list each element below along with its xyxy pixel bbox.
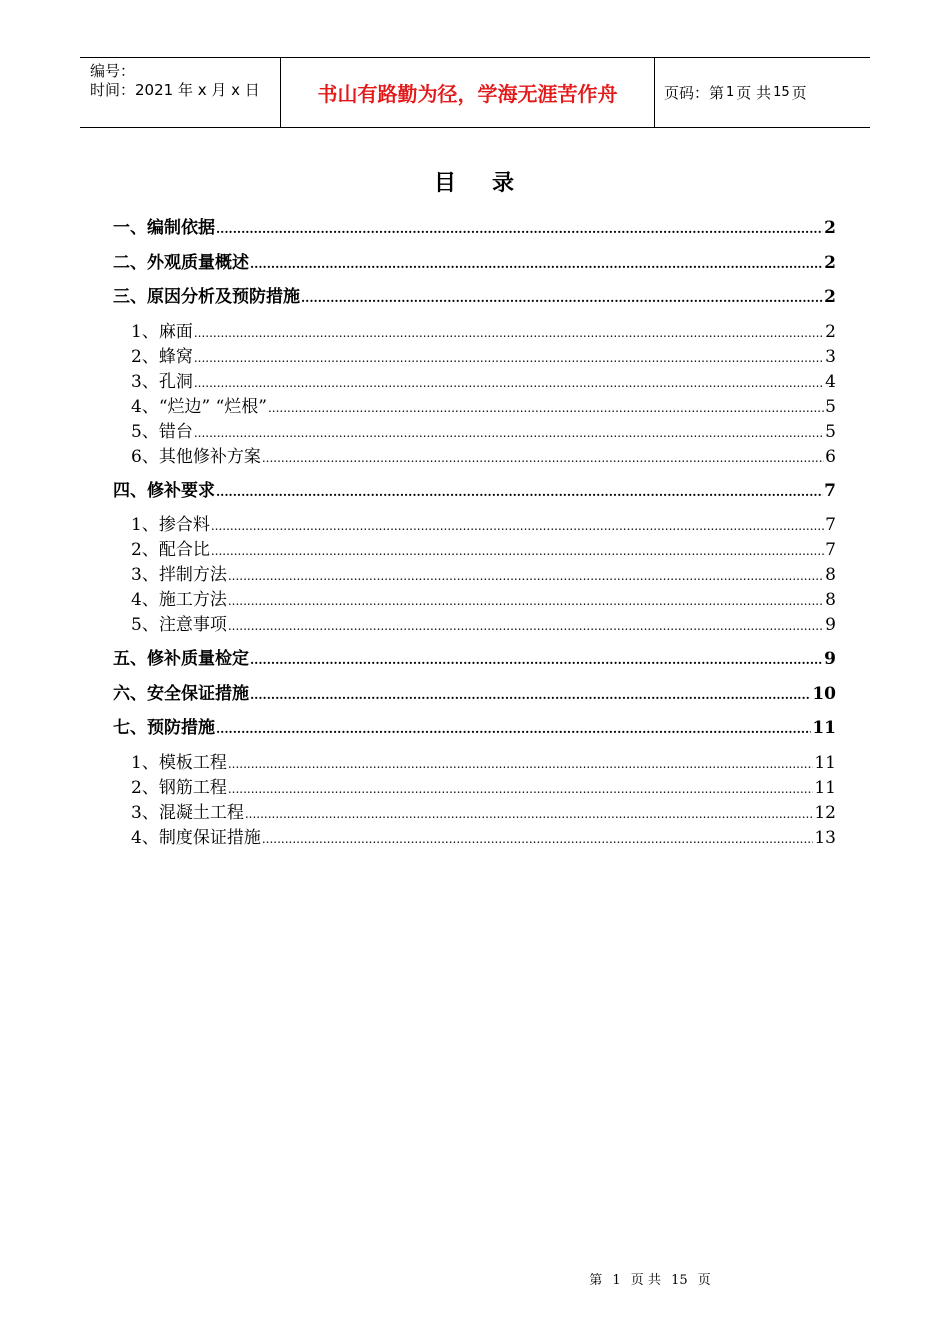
toc-dot-leader [268,400,824,414]
toc-entry-page: 2 [824,218,836,238]
toc-entry-label: 3、混凝土工程 [131,803,244,823]
toc-entry[interactable] [113,511,836,535]
toc-entry-label: 1、掺合料 [131,515,210,535]
toc-dot-leader [228,756,814,770]
toc-entry-label: 七、预防措施 [113,718,215,738]
toc-entry-page: 8 [825,590,836,610]
toc-entry-page: 5 [825,397,836,417]
toc-entry[interactable] [113,283,836,307]
page-footer [0,1269,950,1288]
toc-entry[interactable] [113,536,836,560]
document-date: 时间：2021 年 x 月 x 日 [90,81,260,99]
toc-entry-page: 8 [825,565,836,585]
toc-title [0,166,950,197]
footer-prefix: 第 [589,1273,603,1288]
toc-entry-page: 2 [824,287,836,307]
toc-entry-label: 4、“烂边” “烂根” [131,397,267,417]
toc-entry[interactable] [113,214,836,238]
toc-title-char-2: 录 [492,171,517,196]
toc-dot-leader [194,350,824,364]
toc-entry-page: 7 [825,540,836,560]
toc-entry-page: 9 [824,649,836,669]
footer-suffix: 页 [697,1273,711,1288]
toc-entry-page: 7 [825,515,836,535]
footer-mid: 页 共 [630,1273,661,1288]
toc-entry-page: 2 [825,322,836,342]
header-page-total: 15 [773,85,790,100]
toc-entry-page: 13 [814,828,836,848]
toc-entry-label: 三、原因分析及预防措施 [113,287,300,307]
toc-dot-leader [216,484,823,498]
toc-entry-label: 六、安全保证措施 [113,684,249,704]
toc-entry-page: 10 [812,684,836,704]
toc-entry[interactable] [113,561,836,585]
toc-entry-label: 3、拌制方法 [131,565,227,585]
toc-dot-leader [250,687,811,701]
header-page-info [655,58,870,127]
toc-dot-leader [250,256,823,270]
toc-entry[interactable] [113,799,836,823]
toc-dot-leader [301,290,823,304]
toc-dot-leader [262,831,814,845]
toc-entry-page: 11 [814,753,836,773]
toc-dot-leader [250,652,823,666]
header-page-suffix: 页 [791,84,807,102]
toc-entry-page: 11 [814,778,836,798]
toc-entry-page: 11 [812,718,836,738]
header-page-prefix: 页码：第 [664,84,725,102]
toc-entry[interactable] [113,477,836,501]
toc-entry-label: 5、错台 [131,422,193,442]
toc-entry-label: 6、其他修补方案 [131,447,261,467]
toc-entry[interactable] [113,393,836,417]
document-number-label: 编号： [90,62,136,80]
toc-entry[interactable] [113,774,836,798]
toc-entry[interactable] [113,249,836,273]
toc-entry-label: 四、修补要求 [113,481,215,501]
toc-dot-leader [228,568,824,582]
toc-entry-label: 一、编制依据 [113,218,215,238]
toc-entry-label: 五、修补质量检定 [113,649,249,669]
toc-entry-label: 2、蜂窝 [131,347,193,367]
toc-entry-page: 2 [824,253,836,273]
toc-dot-leader [216,221,823,235]
toc-dot-leader [228,593,824,607]
toc-entry[interactable] [113,368,836,392]
toc-entry-label: 3、孔洞 [131,372,193,392]
toc-dot-leader [194,325,824,339]
toc-entry-label: 4、施工方法 [131,590,227,610]
toc-title-char-1: 目 [433,171,458,196]
toc-dot-leader [194,425,824,439]
toc-entry[interactable] [113,418,836,442]
footer-current-page: 1 [612,1273,621,1288]
header-page-mid: 页 共 [736,84,772,102]
toc-entry-page: 3 [825,347,836,367]
footer-total-pages: 15 [671,1273,688,1288]
toc-entry-label: 1、模板工程 [131,753,227,773]
toc-entry[interactable] [113,343,836,367]
toc-dot-leader [262,450,824,464]
toc-entry[interactable] [113,645,836,669]
toc-entry-label: 4、制度保证措施 [131,828,261,848]
toc-dot-leader [245,806,814,820]
document-header [80,57,870,128]
toc-entry[interactable] [113,318,836,342]
toc-entry-label: 2、配合比 [131,540,210,560]
toc-dot-leader [194,375,824,389]
toc-dot-leader [211,518,824,532]
toc-entry-page: 6 [825,447,836,467]
header-motto: 书山有路勤为径，学海无涯苦作舟 [281,58,655,127]
toc-dot-leader [228,781,814,795]
toc-entry[interactable] [113,586,836,610]
toc-entry-label: 二、外观质量概述 [113,253,249,273]
toc-entry[interactable] [113,749,836,773]
toc-entry-page: 5 [825,422,836,442]
toc-entry-page: 12 [814,803,836,823]
toc-dot-leader [211,543,824,557]
toc-entry-page: 4 [825,372,836,392]
toc-entry-page: 7 [824,481,836,501]
toc-entry[interactable] [113,611,836,635]
toc-entry[interactable] [113,824,836,848]
header-page-current: 1 [726,85,735,100]
toc-entry-label: 2、钢筋工程 [131,778,227,798]
toc-entry-label: 1、麻面 [131,322,193,342]
toc-entry-page: 9 [825,615,836,635]
toc-dot-leader [228,618,824,632]
toc-entry[interactable] [113,680,836,704]
toc-entry[interactable] [113,714,836,738]
header-meta [80,58,281,127]
toc-entry[interactable] [113,443,836,467]
toc-dot-leader [216,721,811,735]
toc-entry-label: 5、注意事项 [131,615,227,635]
